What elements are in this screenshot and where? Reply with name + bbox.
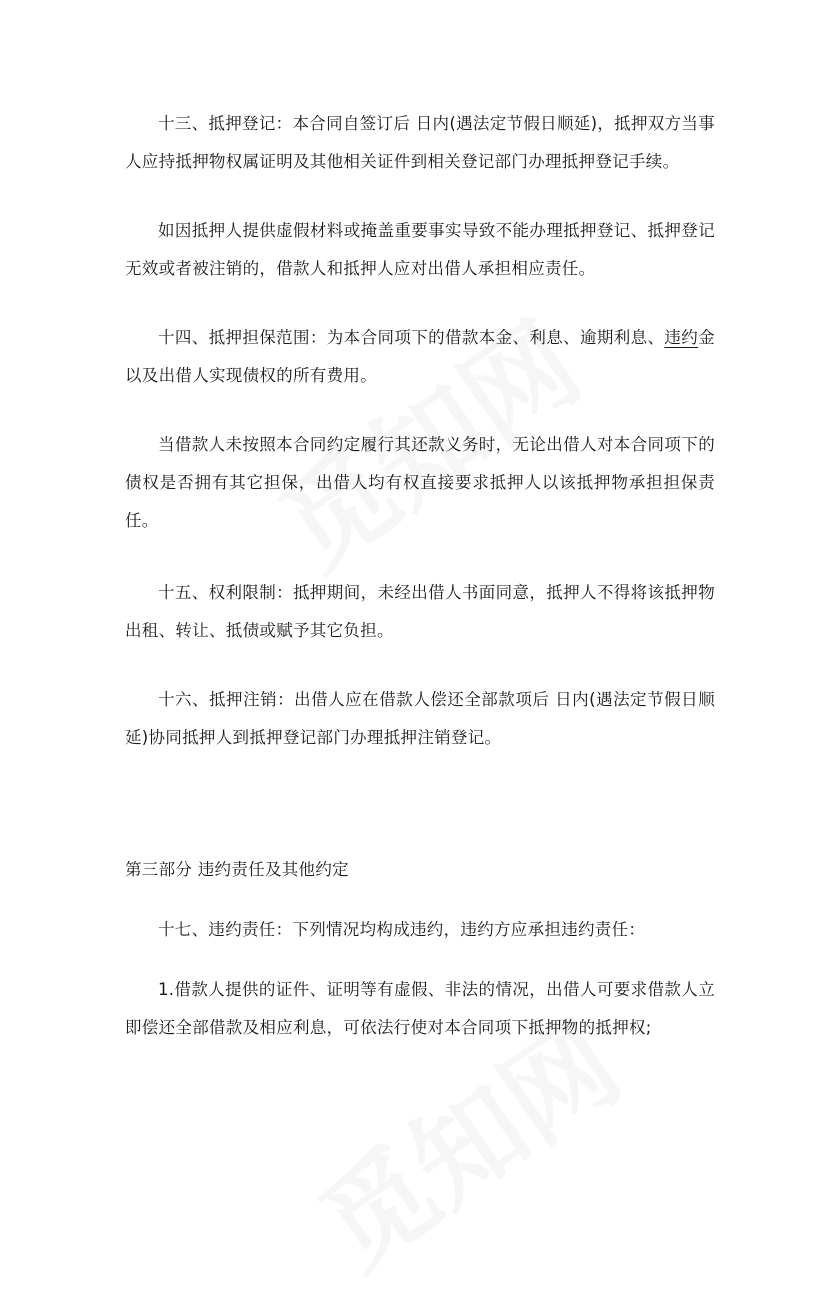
clause-17-breach: 十七、违约责任：下列情况均构成违约，违约方应承担违约责任：	[158, 920, 646, 939]
clause-16-cancellation: 十六、抵押注销：出借人应在借款人偿还全部款项后 日内(遇法定节假日顺延)协同抵押人到抵押登记部门办理抵押注销登记。	[125, 690, 715, 747]
clause-13-liability: 如因抵押人提供虚假材料或掩盖重要事实导致不能办理抵押登记、抵押登记无效或者被注销的，借款人和抵押人应对出借人承担相应责任。	[125, 221, 715, 278]
clause-13-registration: 十三、抵押登记：本合同自签订后 日内(遇法定节假日顺延)，抵押双方当事人应持抵押物权属证明及其他相关证件到相关登记部门办理抵押登记手续。	[125, 114, 715, 171]
clause-14-scope	[125, 319, 715, 395]
clause-15-restriction: 十五、权利限制：抵押期间，未经出借人书面同意，抵押人不得将该抵押物出租、转让、抵债或赋予其它负担。	[125, 583, 715, 640]
clause-14-text-after: 金以及出借人实现债权的所有费用。	[125, 328, 715, 385]
part-3-heading: 第三部分 违约责任及其他约定	[125, 860, 349, 879]
clause-14-text-before: 十四、抵押担保范围：为本合同项下的借款本金、利息、逾期利息、	[158, 328, 665, 347]
clause-17-item-1: 1.借款人提供的证件、证明等有虚假、非法的情况，出借人可要求借款人立即偿还全部借款及相应利息，可依法行使对本合同项下抵押物的抵押权;	[125, 980, 715, 1037]
clause-14-guarantee: 当借款人未按照本合同约定履行其还款义务时，无论出借人对本合同项下的债权是否拥有其它担保，出借人均有权直接要求抵押人以该抵押物承担担保责任。	[125, 435, 715, 530]
clause-14-underlined-term: 违约	[664, 328, 699, 347]
